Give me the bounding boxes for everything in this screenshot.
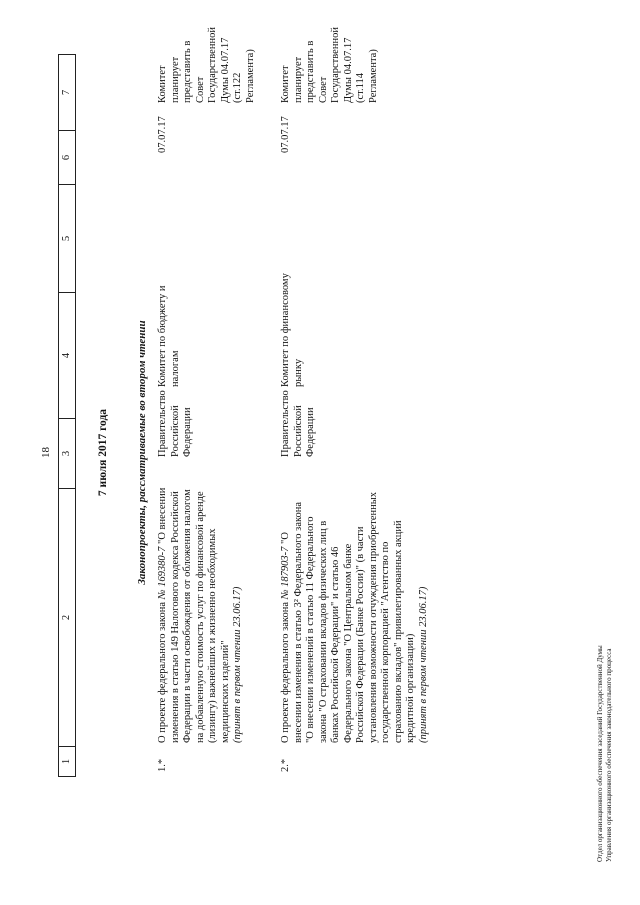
date-heading: 7 июля 2017 года (97, 408, 109, 497)
column-header-6: 6 (59, 131, 75, 185)
column-header-7: 7 (59, 55, 75, 131)
bill-description (280, 491, 430, 743)
bill-note: (принят в первом чтении 23.06.17) (417, 586, 429, 743)
initiator: Правительство Российской Федерации (280, 390, 316, 457)
initiator: Правительство Российской Федерации (157, 390, 193, 457)
page-number: 18 (40, 447, 52, 458)
bill-title-prefix: О проекте федерального закона (280, 599, 291, 743)
footer (596, 442, 614, 862)
column-header-5: 5 (59, 185, 75, 293)
bill-description (157, 481, 245, 743)
comment: Комитет планирует представить в Совет Государственной Думы 04.07.17 (ст.114 Регламента) (280, 27, 379, 103)
section-heading: Законопроекты, рассматриваемые во втором чтении (136, 320, 148, 585)
review-date: 07.07.17 (157, 116, 168, 153)
bill-text: "О внесении изменения в статью 3² Федерального закона "О внесении изменений в статью 11 Федерального закона "О страховании вкладов физических лиц в банках Российской Федерации" и статью 46 Федерального закона "О Центральном банке Российской Федерации (Банке России)" (в части установления возможности отчуждения приобретенных государственной корпорацией "Агентство по страхованию вкладов" привилегированных акций кредитной организации) (280, 491, 416, 743)
committee: Комитет по бюджету и налогам (157, 285, 181, 387)
column-number-header (58, 54, 76, 777)
column-header-2: 2 (59, 489, 75, 747)
bill-note: (принят в первом чтении 23.06.17) (232, 586, 243, 743)
row-number: 2.* (280, 758, 291, 772)
footer-line-2: Управления организационного обеспечения законодательного процесса (605, 648, 613, 862)
bill-number: № 169380-7 (157, 546, 168, 600)
bill-title-prefix: О проекте федерального закона (157, 599, 168, 743)
bill-text: "О внесении изменения в статью 149 Налогового кодекса Российской Федерации в части освобождения от обложения налогом на добавленную стоимость услуг по финансовой аренде (лизингу) важнейших и жизненно необходимых медицинских изделий" (157, 487, 231, 743)
footer-line-1: Отдел организационного обеспечения заседаний Государственной Думы (596, 645, 604, 862)
committee: Комитет по финансовому рынку (280, 273, 304, 387)
bill-number: № 187903-7 (280, 546, 291, 600)
row-number: 1.* (157, 758, 168, 772)
comment: Комитет планирует представить в Совет Государственной Думы 04.07.17 (ст.122 Регламента) (157, 27, 256, 103)
review-date: 07.07.17 (280, 116, 291, 153)
column-header-3: 3 (59, 419, 75, 489)
column-header-1: 1 (61, 758, 72, 765)
column-header-4: 4 (59, 293, 75, 419)
